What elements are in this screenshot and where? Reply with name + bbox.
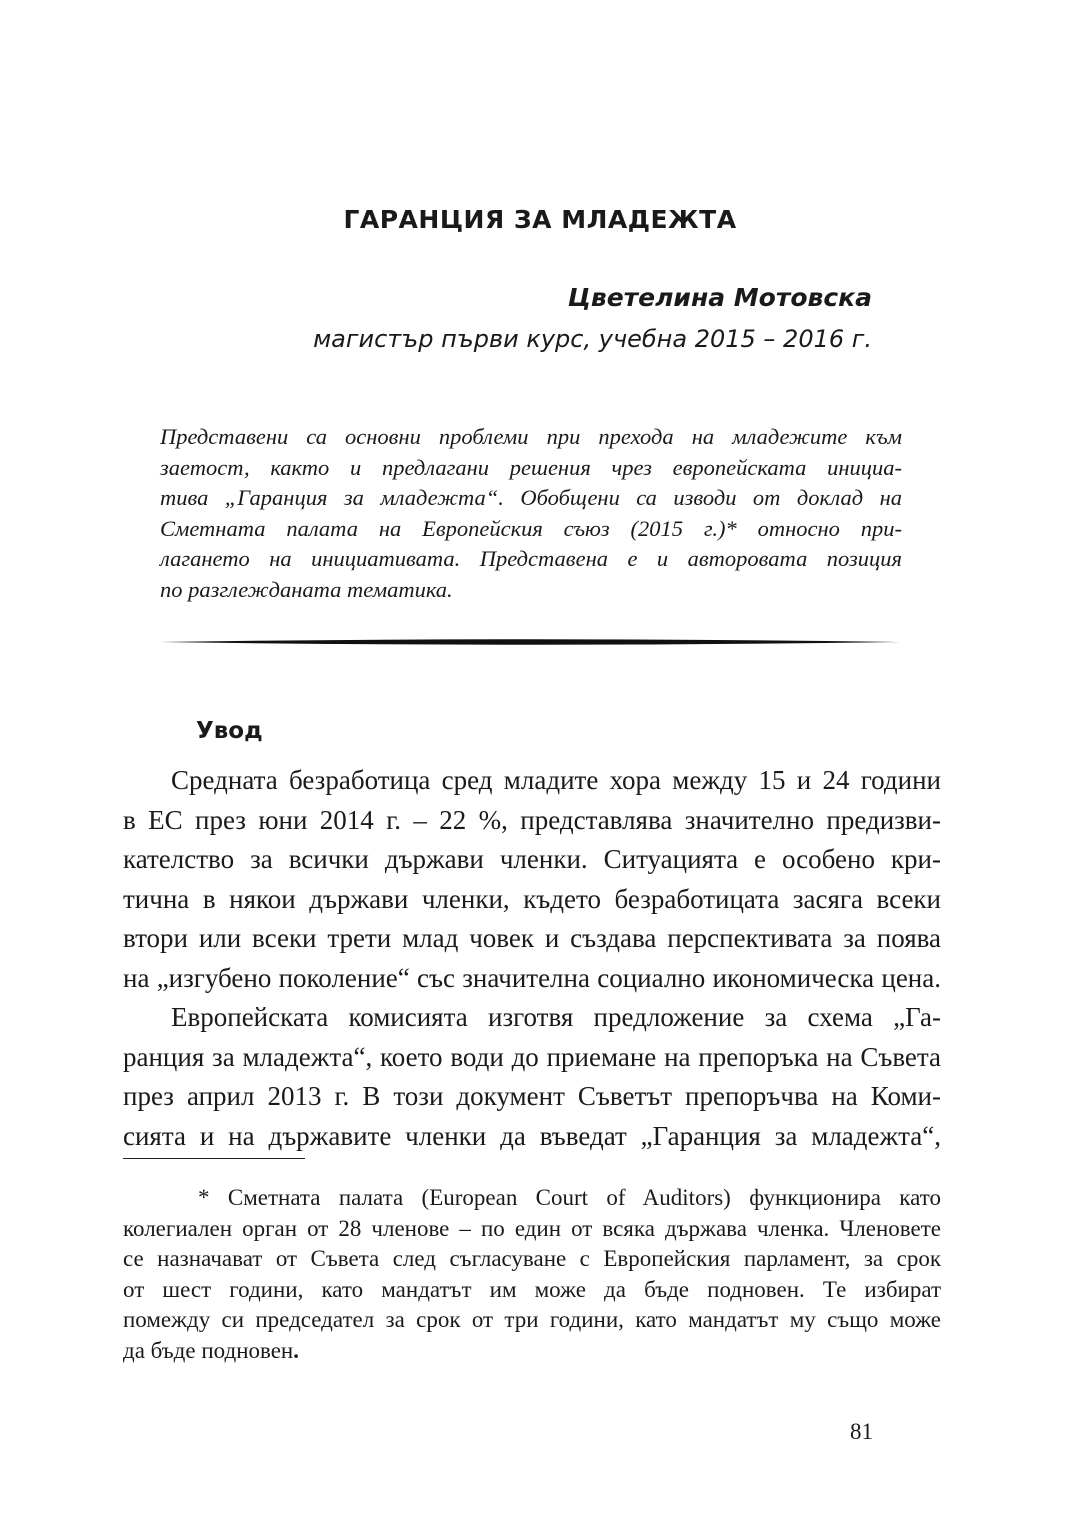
body-line: втори или всеки трети млад човек и създава перспективата за поява: [123, 923, 941, 953]
body-line: тична в някои държави членки, където безработицата засяга всеки: [123, 883, 941, 914]
footnote-line: помежду си председател за срок от три години, като мандатът му също може: [123, 1307, 941, 1332]
footnote-last-line: [123, 1336, 941, 1367]
abstract-line: Сметната палата на Европейския съюз (2015 г.)* относно при-: [160, 515, 902, 541]
abstract-line: лагането на инициативата. Представена е и авторовата позиция: [160, 546, 902, 571]
body-line: Средната безработица сред младите хора между 15 и 24 години: [171, 765, 941, 795]
footnote-line: * Сметната палата (European Court of Auditors) функционира като: [198, 1185, 941, 1210]
footnote-final-period: .: [293, 1337, 299, 1363]
footnote-line: колегиален орган от 28 членове – по един от всяка държава членка. Членовете: [123, 1215, 941, 1241]
author-affiliation: магистър първи курс, учебна 2015 – 2016 г.: [313, 325, 872, 353]
footnote-line: от шест години, като мандатът им може да бъде подновен. Те избират: [123, 1276, 941, 1302]
footnote: [123, 1183, 941, 1366]
abstract-divider: [160, 638, 900, 646]
body-line: кателство за всички държави членки. Ситуацията е особено кри-: [123, 844, 941, 874]
abstract: [160, 422, 902, 605]
body-line: в ЕС през юни 2014 г. – 22 %, представлява значително предизви-: [123, 804, 941, 835]
footnote-separator: [123, 1158, 305, 1159]
body-line: Европейската комисията изготвя предложение за схема „Га-: [171, 1002, 941, 1032]
body-line: през април 2013 г. В този документ Съветът препоръчва на Коми-: [123, 1081, 941, 1111]
footnote-line: се назначават от Съвета след съгласуване с Европейския парламент, за срок: [123, 1246, 941, 1271]
body-line: ранция за младежта“, което води до приемане на препоръка на Съвета: [123, 1041, 941, 1072]
abstract-line: тива „Гаранция за младежта“. Обобщени са изводи от доклад на: [160, 485, 902, 510]
section-heading: Увод: [196, 718, 263, 744]
body-text: [123, 761, 941, 1156]
footnote-line-text: да бъде подновен: [123, 1337, 294, 1363]
body-line: сията и на държавите членки да въведат „Гаранция за младежта“,: [123, 1120, 941, 1151]
author-name: Цветелина Мотовска: [567, 283, 872, 312]
abstract-line: заетост, както и предлагани решения чрез европейската инициа-: [160, 454, 902, 480]
abstract-line: по разглежданата тематика.: [160, 576, 453, 602]
article-title: ГАРАНЦИЯ ЗА МЛАДЕЖТА: [343, 205, 737, 234]
page-number: 81: [850, 1419, 873, 1444]
body-line: на „изгубено поколение“ със значителна социално икономическа цена.: [123, 962, 941, 993]
abstract-line: Представени са основни проблеми при прехода на младежите към: [160, 424, 902, 449]
